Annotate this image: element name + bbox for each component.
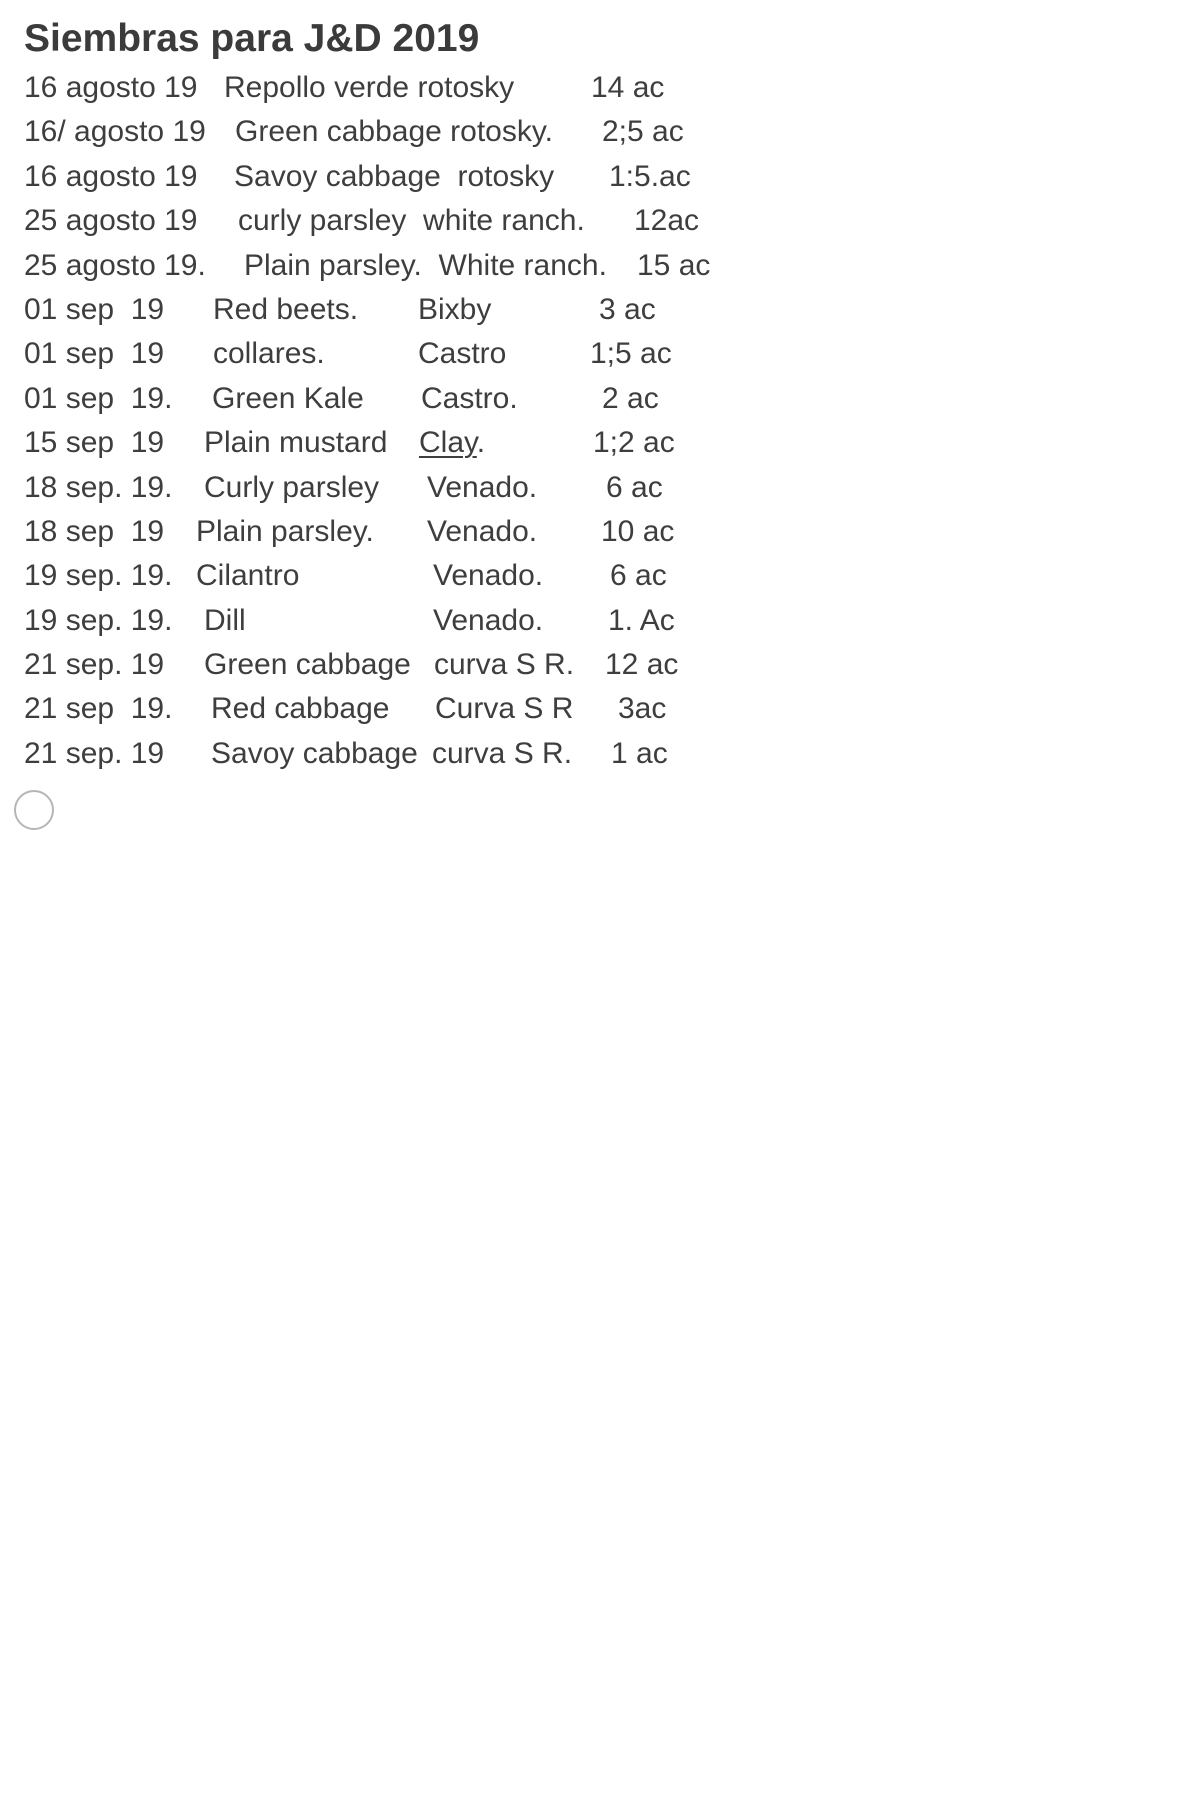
entry-crop: Savoy cabbage xyxy=(211,736,418,770)
entry-row[interactable] xyxy=(24,466,1124,510)
entry-row[interactable] xyxy=(24,510,1124,554)
entry-date: 15 sep 19 xyxy=(24,426,165,460)
entry-date: 21 sep. 19 xyxy=(24,736,165,770)
entry-date: 21 sep 19. xyxy=(24,692,173,726)
entry-field: Venado. xyxy=(433,603,544,637)
entry-list xyxy=(24,66,1124,776)
entry-date: 25 agosto 19. xyxy=(24,248,206,282)
entry-crop: Curly parsley xyxy=(204,470,380,504)
entry-area: 6 ac xyxy=(610,559,667,593)
entry-row[interactable] xyxy=(24,155,1124,199)
entry-field: Venado. xyxy=(433,559,544,593)
entry-row[interactable] xyxy=(24,377,1124,421)
entry-date: 01 sep 19 xyxy=(24,337,165,371)
entry-date: 16 agosto 19 xyxy=(24,159,198,193)
entry-field: curva S R. xyxy=(432,736,573,770)
entry-field: Castro. xyxy=(421,381,518,415)
entry-crop: Plain mustard xyxy=(204,426,388,460)
entry-date: 18 sep. 19. xyxy=(24,470,173,504)
note-title[interactable]: Siembras para J&D 2019 xyxy=(24,17,480,60)
entry-crop: Savoy cabbage rotosky xyxy=(234,159,555,193)
entry-row[interactable] xyxy=(24,732,1124,776)
entry-date: 16 agosto 19 xyxy=(24,71,198,104)
entry-area: 2 ac xyxy=(602,381,659,415)
entry-date: 19 sep. 19. xyxy=(24,603,173,637)
entry-row[interactable] xyxy=(24,244,1124,288)
entry-crop: Repollo verde rotosky xyxy=(224,71,515,104)
entry-row[interactable] xyxy=(24,110,1124,154)
entry-field: Castro xyxy=(418,337,507,371)
entry-field: Venado. xyxy=(427,470,538,504)
entry-crop: Cilantro xyxy=(196,559,300,593)
entry-crop: Red beets. xyxy=(213,292,359,326)
entry-field: curva S R. xyxy=(434,648,575,682)
entry-row[interactable] xyxy=(24,421,1124,465)
entry-crop: curly parsley white ranch. xyxy=(238,204,585,238)
entry-date: 19 sep. 19. xyxy=(24,559,173,593)
entry-row[interactable] xyxy=(24,687,1124,731)
entry-date: 01 sep 19 xyxy=(24,292,165,326)
entry-field: Curva S R xyxy=(435,692,574,726)
entry-date: 21 sep. 19 xyxy=(24,648,165,682)
entry-area: 2;5 ac xyxy=(602,115,684,149)
entry-date: 18 sep 19 xyxy=(24,514,165,548)
entry-crop: Dill xyxy=(204,603,246,637)
entry-area: 14 ac xyxy=(591,71,665,104)
entry-field-suffix: . xyxy=(476,426,486,460)
entry-area: 10 ac xyxy=(601,514,675,548)
entry-area: 15 ac xyxy=(637,248,711,282)
entry-crop: Plain parsley. White ranch. xyxy=(244,248,607,282)
entry-crop: Green cabbage rotosky. xyxy=(235,115,553,149)
entry-area: 6 ac xyxy=(606,470,663,504)
entry-crop: collares. xyxy=(213,337,325,371)
entry-crop: Green Kale xyxy=(212,381,364,415)
entry-area: 12ac xyxy=(634,204,700,238)
entry-area: 1;5 ac xyxy=(590,337,672,371)
entry-field[interactable]: Clay xyxy=(419,426,477,460)
entry-field-link[interactable] xyxy=(419,421,485,465)
entry-date: 16/ agosto 19 xyxy=(24,115,206,149)
entry-field: Venado. xyxy=(427,514,538,548)
entry-area: 1;2 ac xyxy=(593,426,675,460)
entry-area: 3 ac xyxy=(599,292,656,326)
entry-row[interactable] xyxy=(24,332,1124,376)
entry-row[interactable] xyxy=(24,66,1124,110)
entry-area: 12 ac xyxy=(605,648,679,682)
entry-date: 01 sep 19. xyxy=(24,381,173,415)
entry-row[interactable] xyxy=(24,643,1124,687)
entry-area: 1 ac xyxy=(611,736,668,770)
entry-date: 25 agosto 19 xyxy=(24,204,198,238)
entry-crop: Red cabbage xyxy=(211,692,390,726)
entry-area: 1:5.ac xyxy=(609,159,691,193)
entry-row[interactable] xyxy=(24,554,1124,598)
entry-area: 1. Ac xyxy=(608,603,675,637)
entry-row[interactable] xyxy=(24,599,1124,643)
entry-field: Bixby xyxy=(418,292,492,326)
entry-row[interactable] xyxy=(24,199,1124,243)
entry-area: 3ac xyxy=(618,692,667,726)
entry-row[interactable] xyxy=(24,288,1124,332)
entry-crop: Green cabbage xyxy=(204,648,411,682)
checklist-circle-icon[interactable] xyxy=(14,790,54,830)
entry-crop: Plain parsley. xyxy=(196,514,374,548)
